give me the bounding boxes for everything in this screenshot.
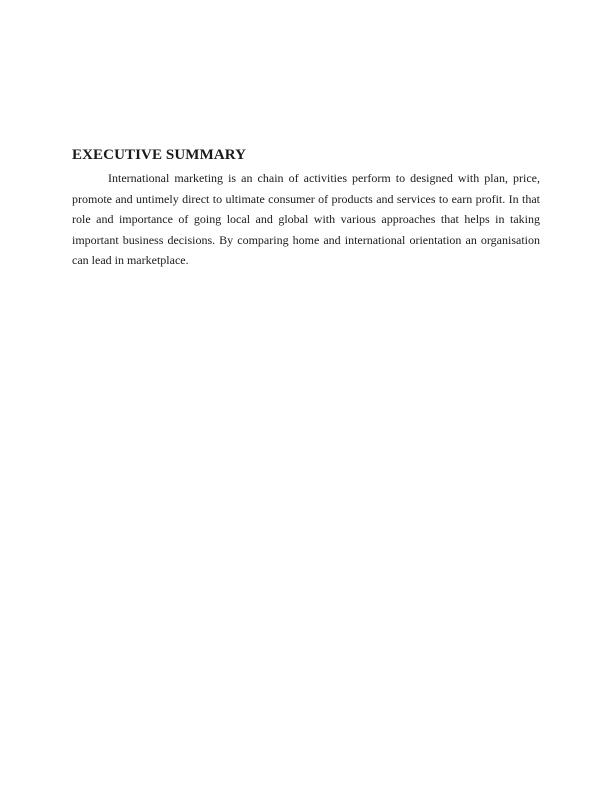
summary-paragraph: International marketing is an chain of activities perform to designed with plan, price, promote and untimely direct to ultimate consumer of products and services to earn profit. In that role and importance of going local and global with various approaches that helps in taking important business decisions. By comparing home and international orientation an organisation can lead in marketplace. [72,171,540,267]
section-heading: EXECUTIVE SUMMARY [72,147,247,163]
executive-summary-section [72,146,540,271]
